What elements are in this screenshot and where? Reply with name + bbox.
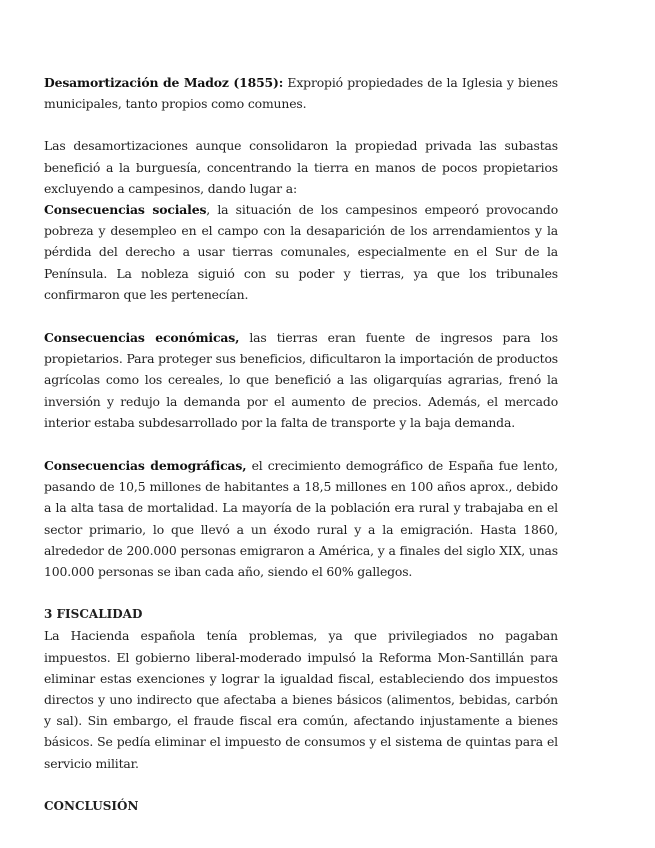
paragraph-consecuencias-demograficas — [44, 455, 558, 582]
paragraph-intro — [44, 135, 558, 199]
term-consecuencias-sociales: Consecuencias sociales — [44, 202, 207, 218]
term-consecuencias-economicas: Consecuencias económicas, — [44, 330, 240, 346]
paragraph-sociales-text: , la situación de los campesinos empeoró provocando pobreza y desempleo en el campo con la desaparición de los arrendamientos y la pérdida del derecho a usar tierras comunales, especialmente en el Sur de la Península. La nobleza siguió con su poder y tierras, ya que los tribunales confirmaron que les pertenecían. — [44, 202, 559, 302]
heading-conclusion: CONCLUSIÓN — [44, 798, 139, 813]
paragraph-consecuencias-economicas — [44, 327, 558, 433]
paragraph-madoz-text: Expropió propiedades de la Iglesia y bienes municipales, tanto propios como comunes. — [44, 75, 558, 112]
paragraph-demograficas-text: el crecimiento demográfico de España fue lento, pasando de 10,5 millones de habitantes a 18,5 millones en 100 años aprox., debido a la alta tasa de mortalidad. La mayoría de la población era rural y trabajaba en el sector primario, lo que llevó a un éxodo rural y a la emigración. Hasta 1860, alrededor de 200.000 personas emigraron a América, y a finales del siglo XIX, unas 100.000 personas se iban cada año, siendo el 60% gallegos. — [44, 458, 558, 580]
paragraph-fiscalidad — [44, 625, 558, 773]
paragraph-consecuencias-sociales — [44, 199, 558, 305]
document-page — [44, 72, 558, 817]
term-madoz: Desamortización de Madoz (1855): — [44, 75, 284, 90]
paragraph-madoz — [44, 72, 558, 114]
heading-fiscalidad: 3 FISCALIDAD — [44, 607, 143, 622]
term-consecuencias-demograficas: Consecuencias demográficas, — [44, 458, 247, 474]
paragraph-intro-text: Las desamortizaciones aunque consolidaron la propiedad privada las subastas benefició a la burguesía, concentrando la tierra en manos de pocos propietarios excluyendo a campesinos, dando lugar a: — [44, 138, 558, 196]
paragraph-economicas-text: las tierras eran fuente de ingresos para los propietarios. Para proteger sus beneficios, dificultaron la importación de productos agrícolas como los cereales, lo que benefició a las oligarquías agrarias, frenó la inversión y redujo la demanda por el aumento de precios. Además, el mercado interior estaba subdesarrollado por la falta de transporte y la baja demanda. — [44, 330, 558, 430]
paragraph-fiscalidad-text: La Hacienda española tenía problemas, ya que privilegiados no pagaban impuestos. El gobierno liberal-moderado impulsó la Reforma Mon-Santillán para eliminar estas exenciones y lograr la igualdad fiscal, estableciendo dos impuestos directos y uno indirecto que afectaba a bienes básicos (alimentos, bebidas, carbón y sal). Sin embargo, el fraude fiscal era común, afectando injustamente a bienes básicos. Se pedía eliminar el impuesto de consumos y el sistema de quintas para el servicio militar. — [44, 628, 558, 771]
